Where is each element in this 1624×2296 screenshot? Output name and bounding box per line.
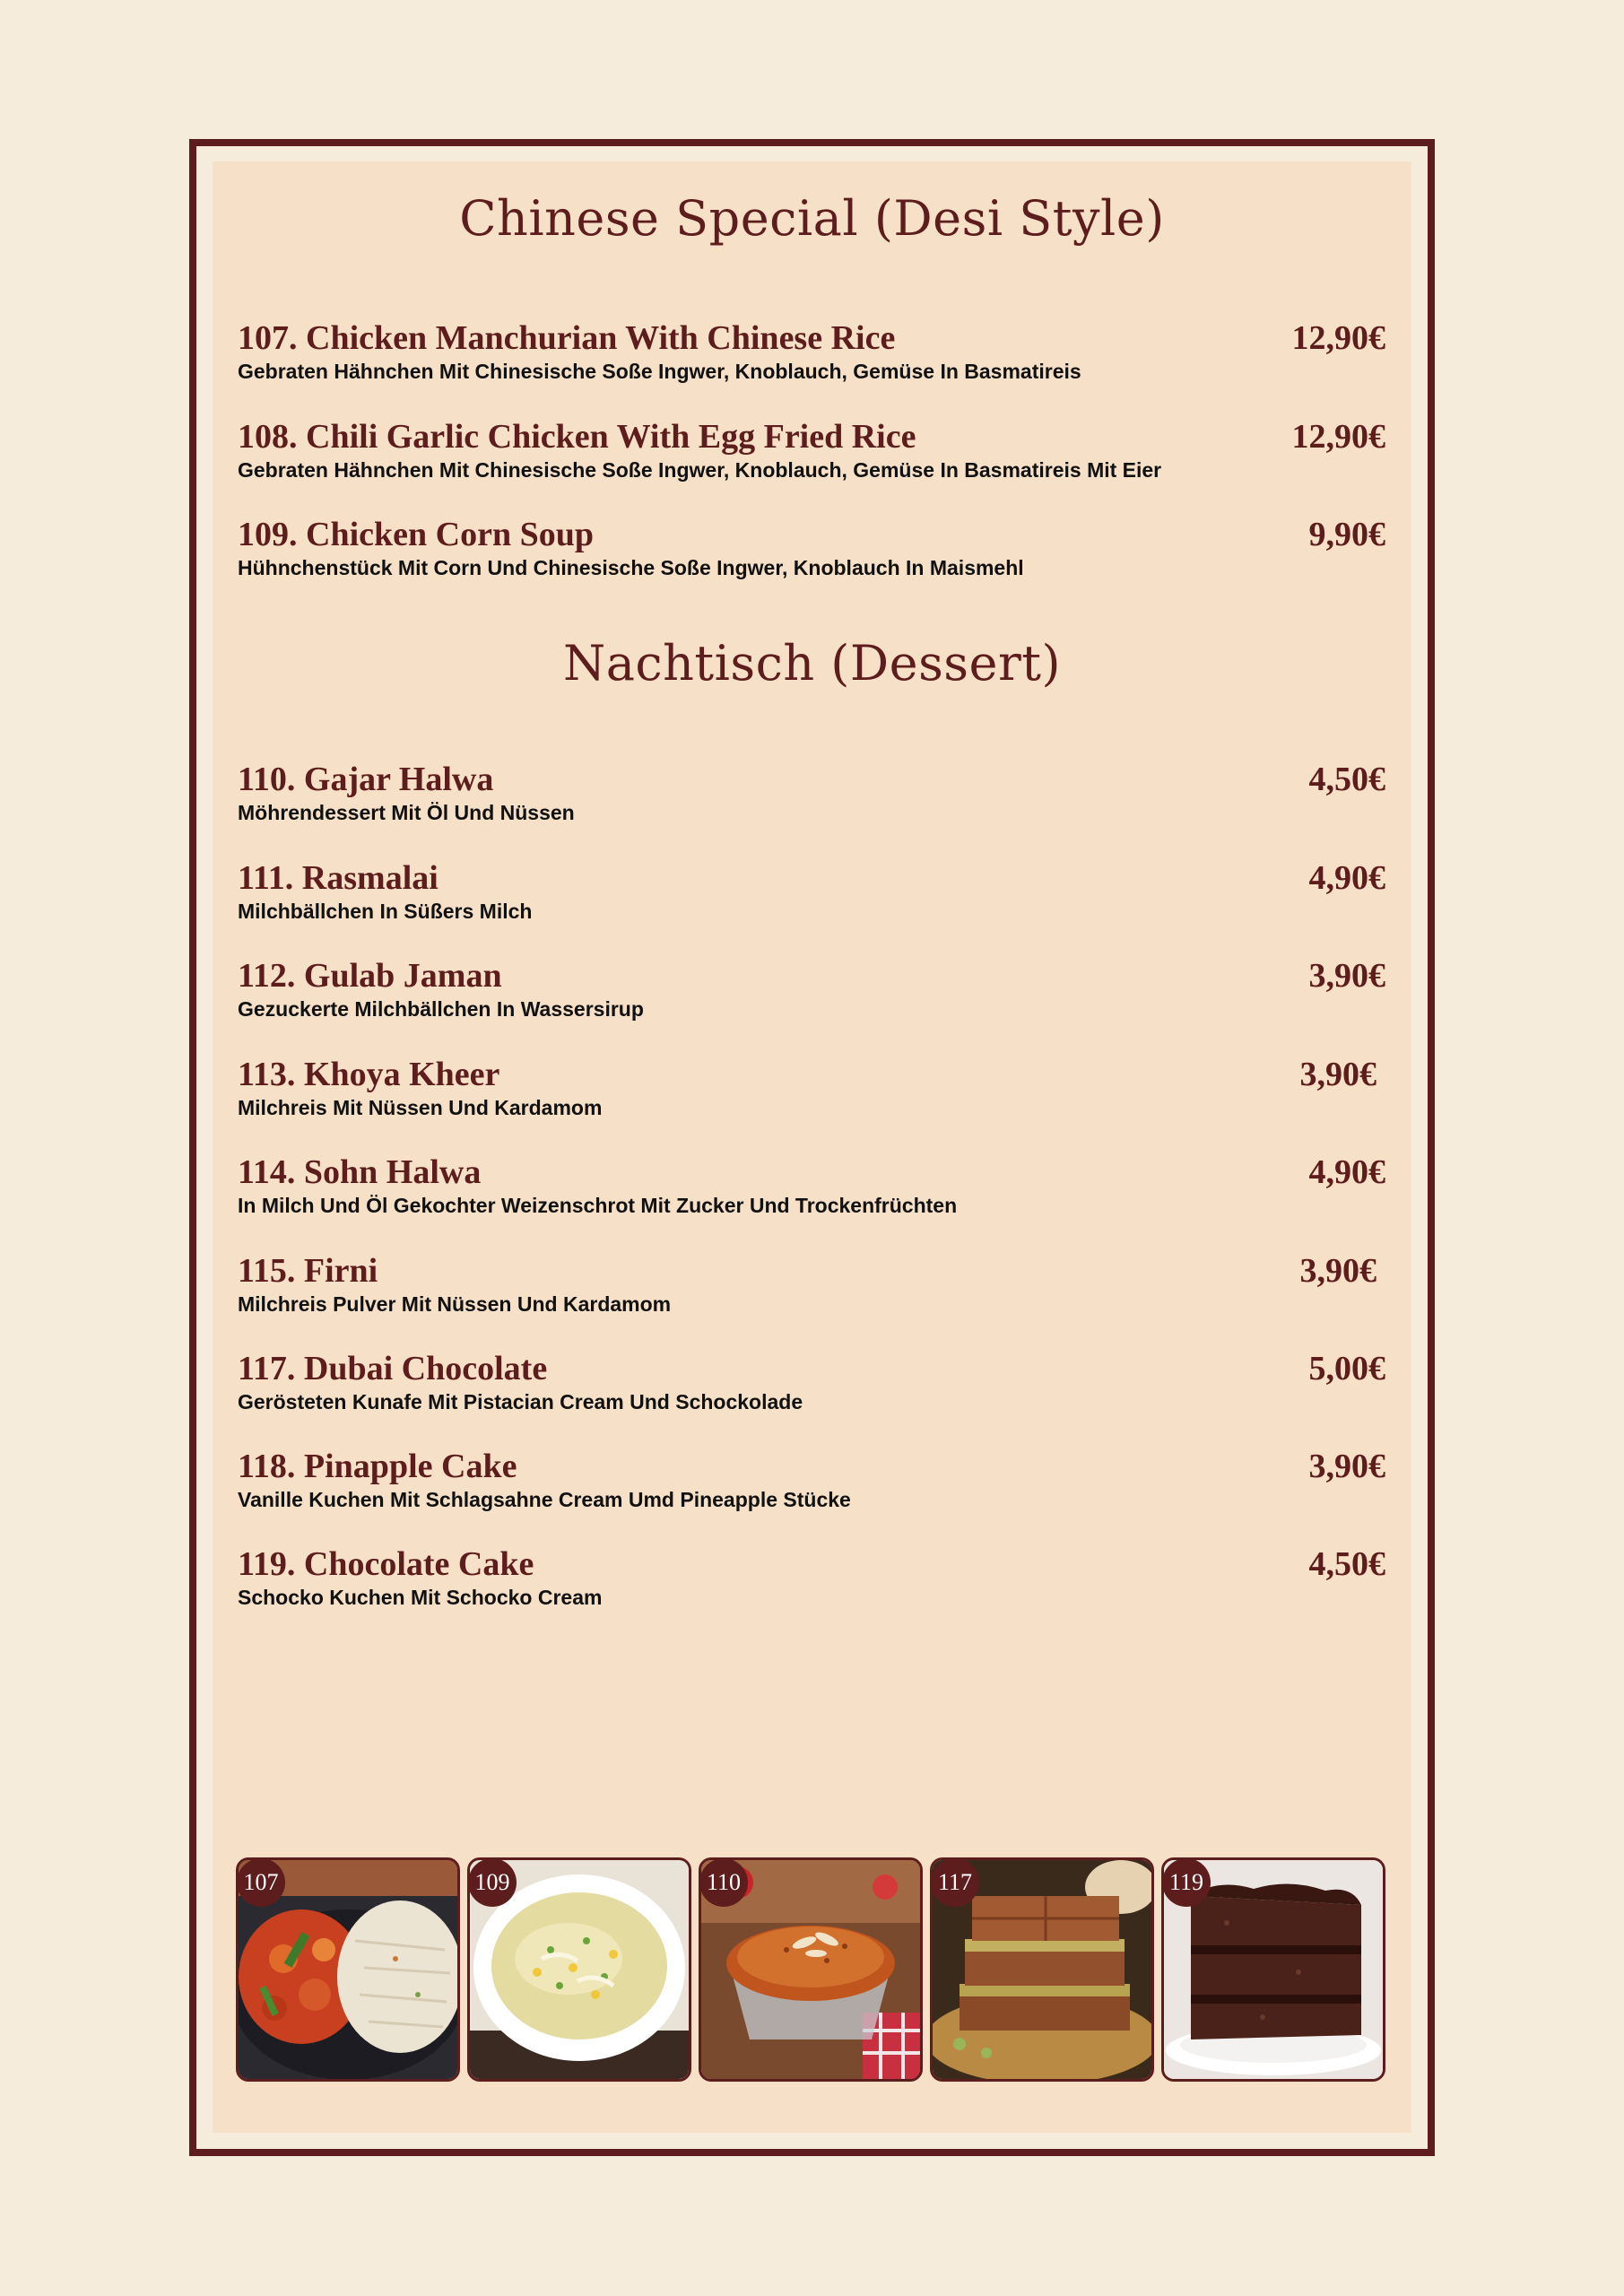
dubai-chocolate-photo [930, 1857, 1154, 2082]
corn-soup-photo [467, 1857, 691, 2082]
item-description: Gebraten Hähnchen Mit Chinesische Soße Ingwer, Knoblauch, Gemüse In Basmatireis Mit Eier [238, 458, 1162, 482]
item-price: 4,90€ [1308, 1153, 1385, 1191]
manchurian-rice-photo [236, 1857, 460, 2082]
item-price: 3,90€ [1299, 1056, 1376, 1093]
item-description: Vanille Kuchen Mit Schlagsahne Cream Umd Pineapple Stücke [238, 1488, 851, 1511]
item-name: 110. Gajar Halwa [238, 761, 494, 798]
section-title-dessert: Nachtisch (Dessert) [562, 635, 1062, 691]
item-price: 3,90€ [1299, 1252, 1376, 1290]
photo-badge: 107 [237, 1858, 285, 1907]
item-description: Hühnchenstück Mit Corn Und Chinesische Soße Ingwer, Knoblauch In Maismehl [238, 556, 1024, 579]
item-name: 107. Chicken Manchurian With Chinese Rice [238, 319, 896, 357]
item-description: Gebraten Hähnchen Mit Chinesische Soße Ingwer, Knoblauch, Gemüse In Basmatireis [238, 360, 1081, 383]
section-title-chinese: Chinese Special (Desi Style) [459, 190, 1165, 247]
photo-badge: 110 [699, 1858, 748, 1907]
item-name: 112. Gulab Jaman [238, 957, 502, 995]
photo-badge: 119 [1162, 1858, 1211, 1907]
item-price: 3,90€ [1308, 957, 1385, 995]
item-description: Schocko Kuchen Mit Schocko Cream [238, 1586, 603, 1609]
item-description: Milchbällchen In Süßers Milch [238, 900, 533, 923]
item-description: Gerösteten Kunafe Mit Pistacian Cream Und Schockolade [238, 1390, 803, 1413]
gajar-halwa-photo [699, 1857, 923, 2082]
item-price: 9,90€ [1308, 516, 1385, 553]
item-description: Möhrendessert Mit Öl Und Nüssen [238, 801, 575, 824]
item-name: 111. Rasmalai [238, 859, 439, 897]
photo-badge: 109 [468, 1858, 517, 1907]
item-description: Gezuckerte Milchbällchen In Wassersirup [238, 997, 644, 1021]
item-price: 4,50€ [1308, 1545, 1385, 1583]
item-name: 108. Chili Garlic Chicken With Egg Fried Rice [238, 418, 916, 456]
menu-panel [213, 161, 1411, 2133]
chocolate-cake-photo [1161, 1857, 1385, 2082]
item-description: Milchreis Mit Nüssen Und Kardamom [238, 1096, 603, 1119]
item-name: 114. Sohn Halwa [238, 1153, 482, 1191]
item-description: In Milch Und Öl Gekochter Weizenschrot Mit Zucker Und Trockenfrüchten [238, 1194, 958, 1217]
item-price: 5,00€ [1308, 1350, 1385, 1387]
item-description: Milchreis Pulver Mit Nüssen Und Kardamom [238, 1292, 672, 1316]
item-price: 12,90€ [1291, 319, 1385, 357]
item-price: 4,50€ [1308, 761, 1385, 798]
item-name: 109. Chicken Corn Soup [238, 516, 594, 553]
item-price: 4,90€ [1308, 859, 1385, 897]
item-price: 3,90€ [1308, 1448, 1385, 1485]
item-name: 118. Pinapple Cake [238, 1448, 517, 1485]
photo-badge: 117 [931, 1858, 979, 1907]
item-price: 12,90€ [1291, 418, 1385, 456]
item-name: 115. Firni [238, 1252, 378, 1290]
item-name: 113. Khoya Kheer [238, 1056, 500, 1093]
item-name: 119. Chocolate Cake [238, 1545, 534, 1583]
item-name: 117. Dubai Chocolate [238, 1350, 548, 1387]
